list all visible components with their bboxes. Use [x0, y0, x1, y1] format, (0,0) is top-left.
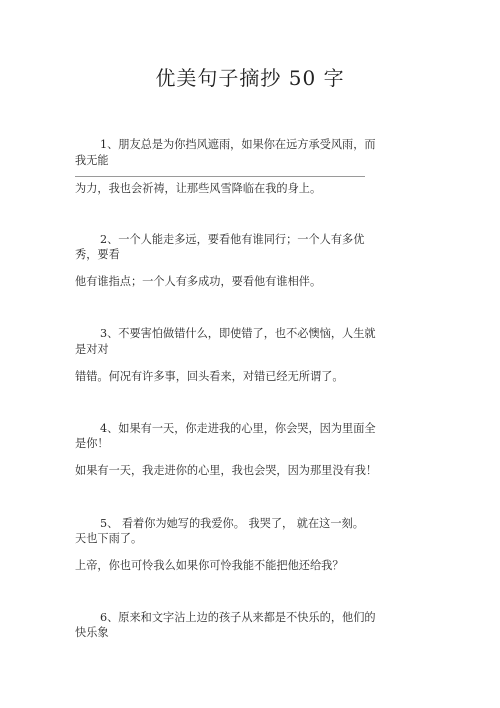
paragraph-1-line-1: 1、朋友总是为你挡风遮雨，如果你在远方承受风雨，而: [100, 138, 376, 151]
page-title: 优美句子摘抄 50 字: [155, 66, 345, 90]
paragraph-4-line-3: 如果有一天，我走进你的心里，我也会哭，因为那里没有我！: [75, 464, 378, 477]
paragraph-5-line-2: 天也下雨了。: [75, 532, 143, 545]
paragraph-4-line-2: 是你！: [75, 437, 109, 450]
paragraph-6-line-1: 6、原来和文字沾上边的孩子从来都是不快乐的，他们的: [100, 611, 376, 624]
paragraph-5-line-3: 上帝，你也可怜我么如果你可怜我能不能把他还给我？: [75, 559, 344, 572]
paragraph-5-line-1: 5、 看着你为她写的我爱你。 我哭了， 就在这一刻。: [100, 517, 364, 530]
paragraph-1-line-3: 为力，我也会祈祷，让那些风雪降临在我的身上。: [75, 182, 322, 195]
divider-line: [75, 176, 365, 177]
paragraph-1-line-2: 我无能: [75, 154, 109, 167]
paragraph-2-line-1: 2、一个人能走多远，要看他有谁同行；一个人有多优: [100, 233, 365, 246]
paragraph-3-line-3: 错错。何况有许多事，回头看来，对错已经无所谓了。: [75, 370, 344, 383]
paragraph-3-line-1: 3、不要害怕做错什么，即使错了，也不必懊恼，人生就: [100, 327, 376, 340]
paragraph-4-line-1: 4、如果有一天，你走进我的心里，你会哭，因为里面全: [100, 422, 376, 435]
paragraph-6-line-2: 快乐象: [75, 626, 109, 639]
paragraph-2-line-3: 他有谁指点；一个人有多成功，要看他有谁相伴。: [75, 275, 322, 288]
paragraph-2-line-2: 秀，要看: [75, 248, 120, 261]
paragraph-3-line-2: 是对对: [75, 343, 109, 356]
